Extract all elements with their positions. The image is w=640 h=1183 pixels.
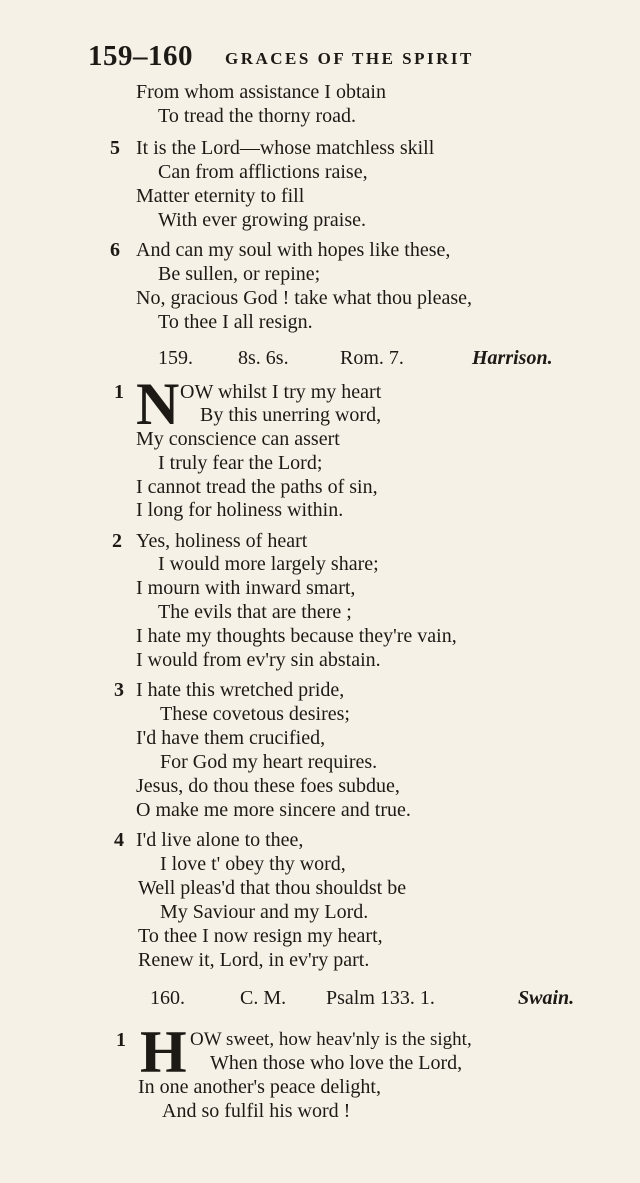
- verse-line: Matter eternity to fill: [136, 185, 305, 207]
- verse-line: These covetous desires;: [160, 703, 350, 725]
- verse-line: I cannot tread the paths of sin,: [136, 476, 378, 498]
- stanza-number: 2: [112, 530, 122, 552]
- page-range: 159–160: [88, 40, 193, 72]
- hymn-scripture: Psalm 133. 1.: [326, 987, 435, 1009]
- verse-line: I would more largely share;: [158, 553, 379, 575]
- verse-line: Can from afflictions raise,: [158, 161, 368, 183]
- verse-line: Well pleas'd that thou shouldst be: [138, 877, 407, 899]
- verse-line: From whom assistance I obtain: [136, 81, 386, 103]
- page-header: [88, 40, 608, 74]
- verse-line: My Saviour and my Lord.: [160, 901, 369, 923]
- running-title: GRACES OF THE SPIRIT: [225, 49, 474, 68]
- verse-line: I would from ev'ry sin abstain.: [136, 649, 381, 671]
- verse-line: To tread the thorny road.: [158, 105, 356, 127]
- verse-line: Be sullen, or repine;: [158, 263, 321, 285]
- verse-line: With ever growing praise.: [158, 209, 367, 231]
- verse-line: I'd have them crucified,: [136, 727, 326, 749]
- verse-line: OW sweet, how heav'nly is the sight,: [190, 1029, 472, 1050]
- verse-line: I hate my thoughts because they're vain,: [136, 625, 457, 647]
- stanza-number: 4: [114, 829, 124, 851]
- hymn-heading: [0, 346, 640, 372]
- verse-line: OW whilst I try my heart: [180, 381, 382, 403]
- verse-line: Jesus, do thou these foes subdue,: [136, 775, 400, 797]
- hymn-tune: Harrison.: [472, 347, 553, 369]
- verse-line: I hate this wretched pride,: [136, 679, 345, 701]
- verse-line: Yes, holiness of heart: [136, 530, 308, 552]
- hymn-meter: C. M.: [240, 987, 287, 1009]
- verse-line: The evils that are there ;: [158, 601, 352, 623]
- verse-line: I mourn with inward smart,: [136, 577, 356, 599]
- stanza-number: 6: [110, 239, 120, 261]
- verse-line: No, gracious God ! take what thou please,: [136, 287, 473, 309]
- drop-cap: H: [140, 1019, 187, 1085]
- stanza-number: 5: [110, 137, 120, 159]
- hymn-number: 159.: [158, 347, 193, 369]
- verse-line: In one another's peace delight,: [138, 1076, 381, 1098]
- verse-line: O make me more sincere and true.: [136, 799, 411, 821]
- stanza-number: 1: [116, 1029, 126, 1051]
- verse-line: I'd live alone to thee,: [136, 829, 304, 851]
- verse-line: When those who love the Lord,: [210, 1052, 463, 1074]
- hymn-meter: 8s. 6s.: [238, 347, 289, 369]
- verse-line: By this unerring word,: [200, 404, 382, 426]
- verse-line: Renew it, Lord, in ev'ry part.: [138, 949, 370, 971]
- verse-line: It is the Lord—whose matchless skill: [136, 137, 435, 159]
- verse-line: I long for holiness within.: [136, 499, 344, 521]
- verse-line: And can my soul with hopes like these,: [136, 239, 451, 261]
- stanza-number: 3: [114, 679, 124, 701]
- hymn-tune: Swain.: [518, 987, 575, 1009]
- verse-line: My conscience can assert: [136, 428, 340, 450]
- verse-line: To thee I all resign.: [158, 311, 313, 333]
- verse-line: I love t' obey thy word,: [160, 853, 346, 875]
- drop-cap: N: [136, 371, 180, 437]
- verse-line: To thee I now resign my heart,: [138, 925, 383, 947]
- hymn-heading: [0, 986, 640, 1012]
- verse-line: For God my heart requires.: [160, 751, 378, 773]
- hymn-number: 160.: [150, 987, 185, 1009]
- stanza-number: 1: [114, 381, 124, 403]
- hymn-scripture: Rom. 7.: [340, 347, 404, 369]
- verse-line: And so fulfil his word !: [162, 1100, 351, 1122]
- verse-line: I truly fear the Lord;: [158, 452, 323, 474]
